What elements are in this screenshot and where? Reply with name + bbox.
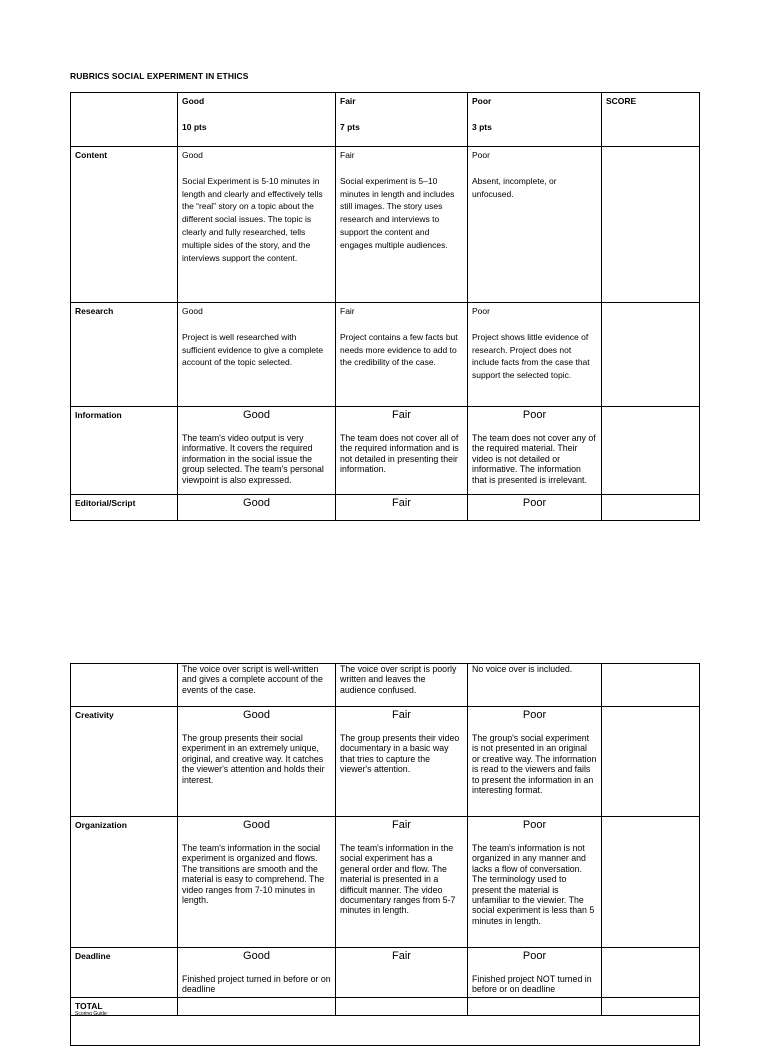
organization-poor-text: The team's information is not organized in any manner and lacks a flow of conversation. The terminology used to present the material is unfamiliar to the viewier. The social experiment is less than 5 minutes in length.: [472, 843, 595, 926]
creativity-score-cell[interactable]: [602, 707, 700, 817]
editorial-row-bottom: [71, 664, 700, 707]
creativity-poor-text: The group's social experiment is not presented in an original or creative way. The information is read to the viewers and fails to present the information in an interesting format.: [472, 733, 597, 796]
research-fair-cell: [336, 303, 468, 407]
content-good-title: Good: [182, 150, 203, 160]
editorial-poor-cell-top: [468, 495, 602, 521]
information-good-title: Good: [243, 409, 270, 421]
creativity-good-title: Good: [243, 709, 270, 721]
header-poor-cell: [468, 93, 602, 147]
creativity-label: Creativity: [71, 707, 178, 817]
content-poor-cell: [468, 147, 602, 303]
editorial-fair-cell-top: [336, 495, 468, 521]
information-poor-cell: [468, 407, 602, 495]
editorial-good-cell-top: [178, 495, 336, 521]
information-good-cell: [178, 407, 336, 495]
deadline-score-cell[interactable]: [602, 948, 700, 998]
information-fair-title: Fair: [392, 409, 411, 421]
research-fair-text: Project contains a few facts but needs more evidence to add to the credibility of the case.: [340, 331, 458, 368]
header-good-label: Good: [182, 96, 205, 106]
total-score-cell[interactable]: [602, 997, 700, 1015]
header-row: [71, 93, 700, 147]
editorial-poor-title: Poor: [522, 497, 547, 509]
information-score-cell[interactable]: [602, 407, 700, 495]
editorial-score-cell-top[interactable]: [602, 495, 700, 521]
header-poor-points: 3 pts: [472, 121, 492, 132]
creativity-row: [71, 707, 700, 817]
total-label: TOTAL: [71, 997, 178, 1015]
research-row: [71, 303, 700, 407]
research-good-title: Good: [182, 306, 203, 316]
content-fair-text: Social experiment is 5–10 minutes in length and includes still images. The story uses research and interviews to support the content and engages multiple audiences.: [340, 175, 455, 250]
scoring-guide-cell: [71, 1015, 700, 1045]
research-poor-text: Project shows little evidence of research. Project does not include facts from the case that support the selected topic.: [472, 331, 590, 381]
information-fair-text: The team does not cover all of the required information and is not detailed in presenting their information.: [340, 433, 459, 475]
header-score-label: SCORE: [606, 96, 637, 106]
deadline-fair-title: Fair: [392, 950, 411, 962]
content-fair-cell: [336, 147, 468, 303]
deadline-poor-cell: [468, 948, 602, 998]
information-row: [71, 407, 700, 495]
document-title: RUBRICS SOCIAL EXPERIMENT IN ETHICS: [70, 71, 249, 81]
organization-fair-title: Fair: [392, 819, 411, 831]
total-poor-cell: [468, 997, 602, 1015]
organization-row: [71, 817, 700, 948]
header-good-cell: [178, 93, 336, 147]
deadline-fair-cell: [336, 948, 468, 998]
creativity-good-cell: [178, 707, 336, 817]
content-fair-title: Fair: [340, 150, 355, 160]
total-fair-cell: [336, 997, 468, 1015]
header-fair-label: Fair: [340, 96, 356, 106]
editorial-label: Editorial/Script: [71, 495, 178, 521]
organization-good-title: Good: [243, 819, 270, 831]
organization-good-cell: [178, 817, 336, 948]
information-poor-text: The team does not cover any of the required material. Their video is not detailed or informative. The information that is presented is irrelevant.: [472, 433, 596, 485]
deadline-poor-text: Finished project NOT turned in before or on deadline: [472, 974, 592, 995]
organization-score-cell[interactable]: [602, 817, 700, 948]
deadline-good-text: Finished project turned in before or on deadline: [182, 974, 331, 995]
header-score-cell: [602, 93, 700, 147]
header-good-points: 10 pts: [182, 121, 207, 132]
content-good-cell: [178, 147, 336, 303]
research-fair-title: Fair: [340, 306, 355, 316]
information-label: Information: [71, 407, 178, 495]
creativity-fair-title: Fair: [392, 709, 411, 721]
research-poor-cell: [468, 303, 602, 407]
content-good-text: Social Experiment is 5-10 minutes in length and clearly and effectively tells the “real” story on a topic about the different social issues. The topic is clearly and fully researched, tells multiple sides of the story, and the interviews support the content.: [182, 175, 323, 263]
header-poor-label: Poor: [472, 96, 492, 106]
content-row: [71, 147, 700, 303]
creativity-poor-title: Poor: [522, 709, 547, 721]
header-fair-cell: [336, 93, 468, 147]
organization-poor-cell: [468, 817, 602, 948]
creativity-fair-cell: [336, 707, 468, 817]
content-label: Content: [71, 147, 178, 303]
research-good-text: Project is well researched with sufficient evidence to give a complete account of the topic selected.: [182, 331, 324, 368]
research-score-cell[interactable]: [602, 303, 700, 407]
total-good-cell: [178, 997, 336, 1015]
creativity-poor-cell: [468, 707, 602, 817]
editorial-score-cell[interactable]: [602, 664, 700, 707]
organization-fair-cell: [336, 817, 468, 948]
editorial-poor-cell: [468, 664, 602, 707]
editorial-row-top: [71, 495, 700, 521]
editorial-label-cell-bottom: [71, 664, 178, 707]
information-poor-title: Poor: [522, 409, 547, 421]
rubric-table-part-1: [70, 92, 700, 521]
editorial-good-text: The voice over script is well-written and gives a complete account of the events of the case.: [182, 664, 323, 695]
total-row: [71, 997, 700, 1015]
content-poor-title: Poor: [472, 150, 490, 160]
scoring-guide-row: [71, 1015, 700, 1045]
organization-label: Organization: [71, 817, 178, 948]
editorial-fair-cell: [336, 664, 468, 707]
scoring-guide-label: Scoring Guide:: [75, 1011, 109, 1017]
deadline-label: Deadline: [71, 948, 178, 998]
editorial-good-title: Good: [243, 497, 270, 509]
content-poor-text: Absent, incomplete, or unfocused.: [472, 175, 557, 199]
editorial-poor-text: No voice over is included.: [472, 664, 573, 674]
deadline-good-title: Good: [243, 950, 270, 962]
rubric-table-part-2: [70, 663, 700, 1046]
research-poor-title: Poor: [472, 306, 490, 316]
header-criteria-cell: [71, 93, 178, 147]
deadline-poor-title: Poor: [522, 950, 547, 962]
organization-poor-title: Poor: [522, 819, 547, 831]
editorial-fair-title: Fair: [392, 497, 411, 509]
organization-fair-text: The team's information in the social experiment has a general order and flow. The material is presented in a difficult manner. The video documentary ranges from 5-7 minutes in length.: [340, 843, 456, 916]
deadline-row: [71, 948, 700, 998]
organization-good-text: The team's information in the social experiment is organized and flows. The transitions are smooth and the material is easy to comprehend. The video ranges from 7-10 minutes in length.: [182, 843, 325, 906]
header-fair-points: 7 pts: [340, 121, 360, 132]
information-fair-cell: [336, 407, 468, 495]
information-good-text: The team's video output is very informative. It covers the required information in the social issue the group selected. The team's personal viewpoint is also expressed.: [182, 433, 324, 485]
creativity-fair-text: The group presents their video documentary in a basic way that tries to capture the viewer's attention.: [340, 733, 460, 775]
editorial-good-cell: [178, 664, 336, 707]
editorial-fair-text: The voice over script is poorly written and leaves the audience confused.: [340, 664, 457, 695]
creativity-good-text: The group presents their social experiment in an extremely unique, original, and creative way. It catches the viewer's attention and holds their interest.: [182, 733, 325, 785]
research-good-cell: [178, 303, 336, 407]
content-score-cell[interactable]: [602, 147, 700, 303]
deadline-good-cell: [178, 948, 336, 998]
research-label: Research: [71, 303, 178, 407]
